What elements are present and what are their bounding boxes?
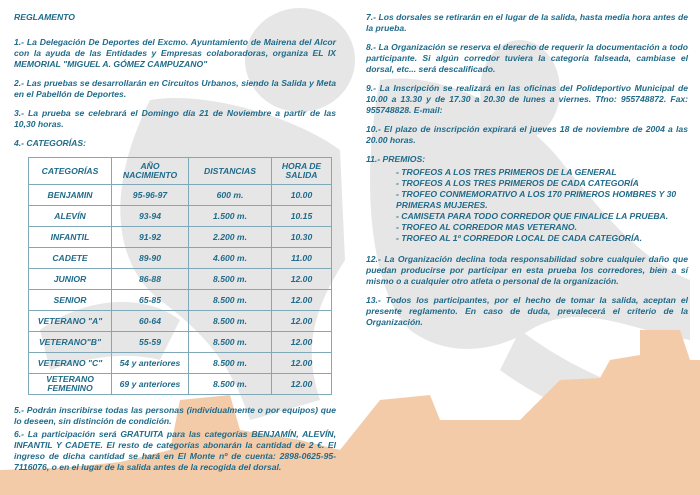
- table-row: [29, 374, 332, 395]
- header-start-time: HORA DE SALIDA: [272, 158, 332, 185]
- cell: SENIOR: [29, 290, 112, 311]
- cell: ALEVÍN: [29, 206, 112, 227]
- cell: 10.00: [272, 185, 332, 206]
- right-column: [366, 12, 688, 336]
- cell: 91-92: [112, 227, 189, 248]
- cell: 89-90: [112, 248, 189, 269]
- cell: VETERANO FEMENINO: [29, 374, 112, 395]
- cell: 8.500 m.: [189, 332, 272, 353]
- rule-12: 12.- La Organización declina toda responsabilidad sobre cualquier daño que puedan producirse por participar en esta prueba los corredores, bien a sí mismo o a cualquier otro atleta o personal de la organización.: [366, 254, 688, 286]
- cell: 8.500 m.: [189, 353, 272, 374]
- cell: 69 y anteriores: [112, 374, 189, 395]
- rule-7: 7.- Los dorsales se retirarán en el lugar de la salida, hasta media hora antes de la prueba.: [366, 12, 688, 33]
- cell: 4.600 m.: [189, 248, 272, 269]
- cell: VETERANO "C": [29, 353, 112, 374]
- rule-8: 8.- La Organización se reserva el derecho de requerir la documentación a todo participante. Si algún corredor tuviera la categoría falseada, cambiase el dorsal, etc... será descalificado.: [366, 42, 688, 74]
- table-row: [29, 206, 332, 227]
- cell: 8.500 m.: [189, 290, 272, 311]
- rule-1: 1.- La Delegación De Deportes del Excmo. Ayuntamiento de Mairena del Alcor con la ayuda de las Entidades y Empresas colaboradoras, organiza EL IX MEMORIAL "MIGUEL A. GÓMEZ CAMPUZANO": [14, 37, 336, 69]
- rule-6: 6.- La participación será GRATUITA para las categorías BENJAMÍN, ALEVÍN, INFANTIL Y CADETE. El resto de categorías abonarán la cantidad de 2 €. El ingreso de dicha cantidad se hará en El Monte nº de cuenta: 2898-0625-95-7116076, o en el lugar de la salida antes de la recogida del dorsal.: [14, 429, 336, 472]
- cell: 54 y anteriores: [112, 353, 189, 374]
- rules-heading: REGLAMENTO: [14, 12, 75, 22]
- header-category: CATEGORÍAS: [29, 158, 112, 185]
- left-column: [14, 12, 336, 481]
- table-row: [29, 269, 332, 290]
- cell: 12.00: [272, 353, 332, 374]
- prize-item: - TROFEO AL 1º CORREDOR LOCAL DE CADA CATEGORÍA.: [396, 233, 642, 243]
- prizes-list: [396, 167, 688, 244]
- cell: JUNIOR: [29, 269, 112, 290]
- header-distance: DISTANCIAS: [189, 158, 272, 185]
- cell: VETERANO"B": [29, 332, 112, 353]
- rule-13: 13.- Todos los participantes, por el hecho de tomar la salida, aceptan el presente reglamento. En caso de duda, prevalecerá el criterio de la Organización.: [366, 295, 688, 327]
- rule-4: 4.- CATEGORÍAS:: [14, 138, 86, 148]
- cell: CADETE: [29, 248, 112, 269]
- cell: 12.00: [272, 332, 332, 353]
- cell: 60-64: [112, 311, 189, 332]
- cell: 600 m.: [189, 185, 272, 206]
- prize-item: - TROFEOS A LOS TRES PRIMEROS DE CADA CATEGORÍA: [396, 178, 639, 188]
- table-row: [29, 353, 332, 374]
- prize-item: - TROFEO AL CORREDOR MAS VETERANO.: [396, 222, 577, 232]
- cell: 8.500 m.: [189, 374, 272, 395]
- rule-10: 10.- El plazo de inscripción expirará el jueves 18 de noviembre de 2004 a las 20.00 horas.: [366, 124, 688, 145]
- prize-item: - TROFEOS A LOS TRES PRIMEROS DE LA GENERAL: [396, 167, 617, 177]
- rule-3: 3.- La prueba se celebrará el Domingo día 21 de Noviembre a partir de las 10,30 horas.: [14, 108, 336, 129]
- rule-11: 11.- PREMIOS:: [366, 154, 426, 164]
- cell: 2.200 m.: [189, 227, 272, 248]
- cell: 1.500 m.: [189, 206, 272, 227]
- cell: 10.15: [272, 206, 332, 227]
- cell: 93-94: [112, 206, 189, 227]
- cell: VETERANO "A": [29, 311, 112, 332]
- table-row: [29, 227, 332, 248]
- table-row: [29, 248, 332, 269]
- cell: 8.500 m.: [189, 311, 272, 332]
- table-row: [29, 311, 332, 332]
- rule-2: 2.- Las pruebas se desarrollarán en Circuitos Urbanos, siendo la Salida y Meta en el Pabellón de Deportes.: [14, 78, 336, 99]
- cell: 8.500 m.: [189, 269, 272, 290]
- cell: BENJAMIN: [29, 185, 112, 206]
- cell: 12.00: [272, 374, 332, 395]
- cell: 95-96-97: [112, 185, 189, 206]
- table-header-row: [29, 158, 332, 185]
- cell: 86-88: [112, 269, 189, 290]
- cell: 55-59: [112, 332, 189, 353]
- cell: 11.00: [272, 248, 332, 269]
- prize-item: - TROFEO CONMEMORATIVO A LOS 170 PRIMEROS HOMBRES Y 30 PRIMERAS MUJERES.: [396, 189, 677, 210]
- prize-item: - CAMISETA PARA TODO CORREDOR QUE FINALICE LA PRUEBA.: [396, 211, 669, 221]
- header-birth-year: AÑO NACIMIENTO: [112, 158, 189, 185]
- cell: 12.00: [272, 269, 332, 290]
- cell: 12.00: [272, 290, 332, 311]
- cell: 10.30: [272, 227, 332, 248]
- categories-table: [28, 157, 332, 395]
- table-row: [29, 185, 332, 206]
- cell: 12.00: [272, 311, 332, 332]
- cell: 65-85: [112, 290, 189, 311]
- cell: INFANTIL: [29, 227, 112, 248]
- table-row: [29, 332, 332, 353]
- table-row: [29, 290, 332, 311]
- rule-5: 5.- Podrán inscribirse todas las personas (individualmente o por equipos) que lo deseen, sin distinción de condición.: [14, 405, 336, 426]
- rule-9: 9.- La Inscripción se realizará en las oficinas del Polideportivo Municipal de 10.00 a 13.30 y de 17.30 a 20.30 de lunes a viernes. Tfno: 955748872. Fax: 955748828. E-mail:: [366, 83, 688, 115]
